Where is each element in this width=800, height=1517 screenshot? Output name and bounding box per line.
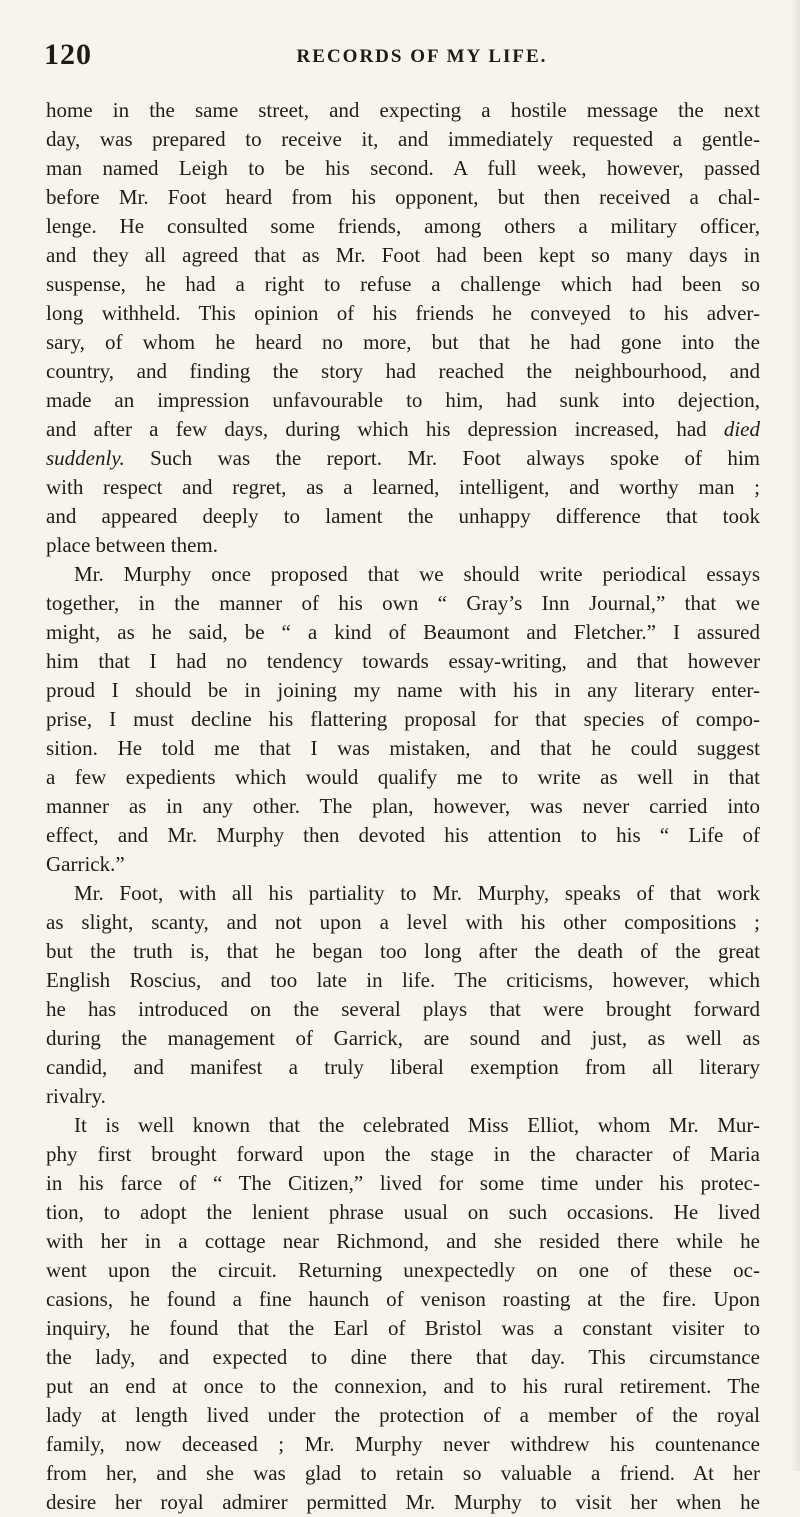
text-line bbox=[46, 1314, 760, 1343]
line-text: and after a few days, during which his depression increased, had bbox=[46, 417, 707, 441]
line-text: might, as he said, be “ a kind of Beaumont and Fletcher.” I assured bbox=[46, 620, 760, 644]
text-line bbox=[46, 734, 760, 763]
line-text: tion, to adopt the lenient phrase usual on such occasions. He lived bbox=[46, 1200, 760, 1224]
text-line bbox=[46, 560, 760, 589]
italic-text: suddenly. bbox=[46, 446, 125, 470]
line-text: with her in a cottage near Richmond, and she resided there while he bbox=[46, 1229, 760, 1253]
line-text: long withheld. This opinion of his friends he conveyed to his adver- bbox=[46, 301, 760, 325]
line-text: man named Leigh to be his second. A full week, however, passed bbox=[46, 156, 760, 180]
text-line bbox=[46, 241, 760, 270]
text-line bbox=[46, 502, 760, 531]
page-edge-shadow bbox=[790, 0, 800, 1471]
text-line bbox=[46, 1227, 760, 1256]
text-line bbox=[46, 1198, 760, 1227]
line-text: lady at length lived under the protection of a member of the royal bbox=[46, 1403, 760, 1427]
line-text: suspense, he had a right to refuse a challenge which had been so bbox=[46, 272, 760, 296]
text-line bbox=[46, 1430, 760, 1459]
line-text: and they all agreed that as Mr. Foot had been kept so many days in bbox=[46, 243, 760, 267]
line-text: Such was the report. Mr. Foot always spoke of him bbox=[124, 446, 760, 470]
text-line bbox=[46, 1256, 760, 1285]
line-text: country, and finding the story had reached the neighbourhood, and bbox=[46, 359, 760, 383]
text-line bbox=[46, 589, 760, 618]
italic-text: died bbox=[723, 417, 760, 441]
line-text: rivalry. bbox=[46, 1084, 106, 1108]
line-text: him that I had no tendency towards essay-writing, and that however bbox=[46, 649, 760, 673]
line-text: put an end at once to the connexion, and to his rural retirement. The bbox=[46, 1374, 760, 1398]
text-line bbox=[46, 618, 760, 647]
line-text: proud I should be in joining my name with his in any literary enter- bbox=[46, 678, 760, 702]
body-text bbox=[46, 96, 760, 1517]
line-text: and appeared deeply to lament the unhappy difference that took bbox=[46, 504, 760, 528]
text-line bbox=[46, 995, 760, 1024]
line-text: manner as in any other. The plan, however, was never carried into bbox=[46, 794, 760, 818]
text-line bbox=[46, 763, 760, 792]
line-text: It is well known that the celebrated Miss Elliot, whom Mr. Mur- bbox=[74, 1113, 760, 1137]
text-line bbox=[46, 125, 760, 154]
text-line bbox=[46, 1459, 760, 1488]
text-line bbox=[46, 328, 760, 357]
text-line bbox=[46, 154, 760, 183]
line-text: candid, and manifest a truly liberal exemption from all literary bbox=[46, 1055, 760, 1079]
text-line bbox=[46, 1372, 760, 1401]
text-line bbox=[46, 270, 760, 299]
line-text: the lady, and expected to dine there that day. This circumstance bbox=[46, 1345, 760, 1369]
text-line bbox=[46, 1140, 760, 1169]
text-line bbox=[46, 473, 760, 502]
text-line bbox=[46, 1343, 760, 1372]
text-line bbox=[46, 96, 760, 125]
line-text: prise, I must decline his flattering proposal for that species of compo- bbox=[46, 707, 760, 731]
text-line bbox=[46, 966, 760, 995]
running-title: RECORDS OF MY LIFE. bbox=[296, 46, 548, 67]
text-line bbox=[46, 1111, 760, 1140]
line-text: before Mr. Foot heard from his opponent, but then received a chal- bbox=[46, 185, 760, 209]
page-header bbox=[44, 38, 760, 82]
text-line bbox=[46, 908, 760, 937]
line-text: day, was prepared to receive it, and immediately requested a gentle- bbox=[46, 127, 760, 151]
line-text: phy first brought forward upon the stage in the character of Maria bbox=[46, 1142, 760, 1166]
line-text: together, in the manner of his own “ Gray’s Inn Journal,” that we bbox=[46, 591, 760, 615]
text-line bbox=[46, 386, 760, 415]
line-text: went upon the circuit. Returning unexpectedly on one of these oc- bbox=[46, 1258, 760, 1282]
line-text: with respect and regret, as a learned, intelligent, and worthy man ; bbox=[46, 475, 760, 499]
text-line bbox=[46, 415, 760, 444]
line-text: sition. He told me that I was mistaken, and that he could suggest bbox=[46, 736, 760, 760]
line-text: inquiry, he found that the Earl of Bristol was a constant visiter to bbox=[46, 1316, 760, 1340]
text-line bbox=[46, 1488, 760, 1517]
text-line bbox=[46, 792, 760, 821]
text-line bbox=[46, 1024, 760, 1053]
line-text: effect, and Mr. Murphy then devoted his attention to his “ Life of bbox=[46, 823, 760, 847]
line-text: family, now deceased ; Mr. Murphy never withdrew his countenance bbox=[46, 1432, 760, 1456]
line-text: from her, and she was glad to retain so valuable a friend. At her bbox=[46, 1461, 760, 1485]
line-text: casions, he found a fine haunch of venison roasting at the fire. Upon bbox=[46, 1287, 760, 1311]
text-line bbox=[46, 299, 760, 328]
text-line bbox=[46, 821, 760, 850]
text-line bbox=[46, 444, 760, 473]
line-text: he has introduced on the several plays that were brought forward bbox=[46, 997, 760, 1021]
text-line bbox=[46, 531, 760, 560]
page-number: 120 bbox=[44, 38, 92, 71]
line-text: lenge. He consulted some friends, among others a military officer, bbox=[46, 214, 760, 238]
text-line bbox=[46, 1169, 760, 1198]
line-text: home in the same street, and expecting a hostile message the next bbox=[46, 98, 760, 122]
line-text: in his farce of “ The Citizen,” lived for some time under his protec- bbox=[46, 1171, 760, 1195]
line-text: sary, of whom he heard no more, but that he had gone into the bbox=[46, 330, 760, 354]
line-text: place between them. bbox=[46, 533, 218, 557]
text-line bbox=[46, 850, 760, 879]
line-text: Mr. Murphy once proposed that we should write periodical essays bbox=[74, 562, 760, 586]
text-line bbox=[46, 879, 760, 908]
text-line bbox=[46, 676, 760, 705]
text-line bbox=[46, 183, 760, 212]
line-text: during the management of Garrick, are sound and just, as well as bbox=[46, 1026, 760, 1050]
line-text: made an impression unfavourable to him, had sunk into dejection, bbox=[46, 388, 760, 412]
text-line bbox=[46, 705, 760, 734]
text-line bbox=[46, 1401, 760, 1430]
line-text: as slight, scanty, and not upon a level with his other compositions ; bbox=[46, 910, 760, 934]
text-line bbox=[46, 1082, 760, 1111]
text-line bbox=[46, 1285, 760, 1314]
line-text: a few expedients which would qualify me to write as well in that bbox=[46, 765, 760, 789]
text-line bbox=[46, 937, 760, 966]
text-line bbox=[46, 1053, 760, 1082]
line-text: English Roscius, and too late in life. The criticisms, however, which bbox=[46, 968, 760, 992]
line-text: Mr. Foot, with all his partiality to Mr. Murphy, speaks of that work bbox=[74, 881, 760, 905]
line-text: Garrick.” bbox=[46, 852, 125, 876]
text-line bbox=[46, 647, 760, 676]
text-line bbox=[46, 212, 760, 241]
line-text: but the truth is, that he began too long after the death of the great bbox=[46, 939, 760, 963]
text-line bbox=[46, 357, 760, 386]
line-text: desire her royal admirer permitted Mr. Murphy to visit her when he bbox=[46, 1490, 760, 1514]
